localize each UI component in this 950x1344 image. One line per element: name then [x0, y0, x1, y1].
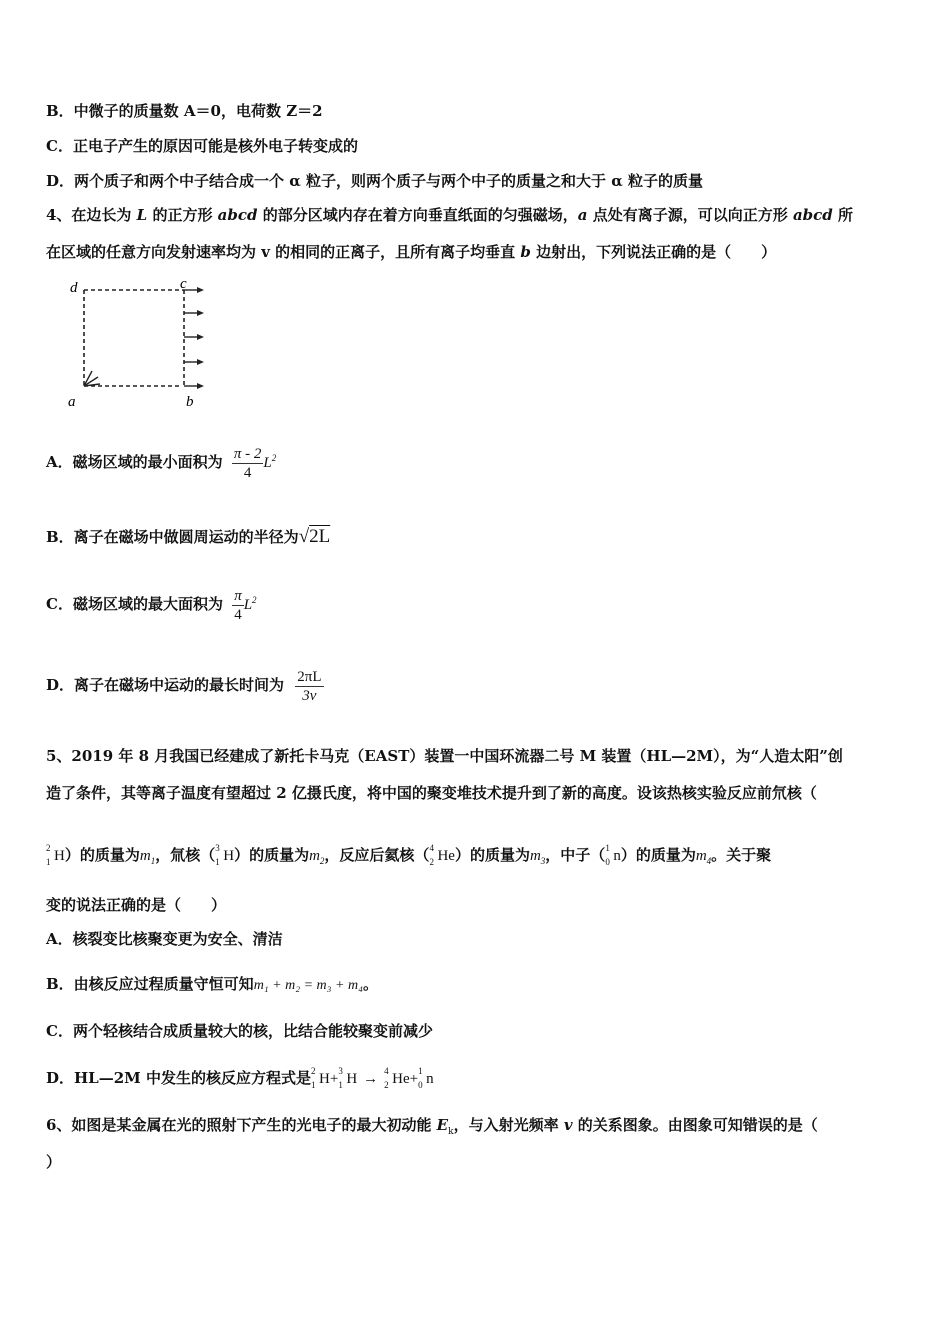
q3-option-d: D．两个质子和两个中子结合成一个 α 粒子，则两个质子与两个中子的质量之和大于 α 粒子的质量	[46, 172, 703, 190]
q5-stem-line3: 2 1 H）的质量为$m_1$，氚核（ 3 1 H）的质量为$m_2$，反应后氦核（ 4 2 He）的质量为$m_3$，中子（ 1 0 n）的质量为$m_4$。关于聚	[46, 843, 772, 867]
q6-stem-line1: 6、如图是某金属在光的照射下产生的光电子的最大初动能 $E_k$，与入射光频率 v 的关系图象。由图象可知错误的是（	[46, 1116, 818, 1137]
q4-figure-square	[64, 276, 214, 411]
q6-stem-line2: ）	[46, 1153, 62, 1171]
q5-stem-line2: 造了条件，其等离子温度有望超过 2 亿摄氏度，将中国的聚变堆技术提升到了新的高度。设该热核实验反应前氘核（	[46, 784, 817, 802]
neutron-symbol: 1 0 n	[605, 843, 621, 867]
q4-label-b: b	[186, 394, 194, 410]
q5-option-d: D．HL—2M 中发生的核反应方程式是 2 1 H+ 3 1 H → 4 2 He+ 1 0 n	[46, 1066, 434, 1090]
q4-option-d: D．离子在磁场中运动的最长时间为 $\frac{2\pi L}{3v}$	[46, 668, 322, 704]
q4-stem-line2: 在区域的任意方向发射速率均为 v 的相同的正离子，且所有离子均垂直 b 边射出，下列说法正确的是（ ）	[46, 243, 777, 261]
q5-option-c: C．两个轻核结合成质量较大的核，比结合能较聚变前减少	[46, 1022, 433, 1040]
q5-option-b: B．由核反应过程质量守恒可知m₁ + m₂ = m₃ + m₄。	[46, 975, 378, 993]
q5-stem-line1: 5、2019 年 8 月我国已经建成了新托卡马克（EAST）装置一中国环流器二号 M 装置（HL—2M），为“人造太阳”创	[46, 747, 843, 765]
q4-option-b: B．离子在磁场中做圆周运动的半径为√2L	[46, 526, 331, 547]
q4-label-c: c	[180, 276, 187, 292]
q4-stem-line1: 4、在边长为 L 的正方形 abcd 的部分区域内存在着方向垂直纸面的匀强磁场，a 点处有离子源，可以向正方形 abcd 所	[46, 206, 854, 224]
q4-option-a: A．磁场区域的最小面积为 $\frac{\pi - 2}{4}$ $L^2$	[46, 445, 277, 481]
q3-option-c: C．正电子产生的原因可能是核外电子转变成的	[46, 137, 358, 155]
tritium-symbol: 3 1 H	[215, 843, 235, 867]
q3-option-b: B．中微子的质量数 A＝0，电荷数 Z＝2	[46, 102, 323, 120]
deuterium-symbol: 2 1 H	[46, 843, 65, 867]
q4-label-d: d	[70, 280, 78, 296]
q5-option-a: A．核裂变比核聚变更为安全、清洁	[46, 930, 283, 948]
q4-option-c: C．磁场区域的最大面积为 $\frac{\pi}{4}$ $L^2$	[46, 587, 257, 623]
q4-label-a: a	[68, 394, 76, 410]
helium-symbol: 4 2 He	[429, 843, 455, 867]
q5-stem-line4: 变的说法正确的是（ ）	[46, 896, 227, 914]
